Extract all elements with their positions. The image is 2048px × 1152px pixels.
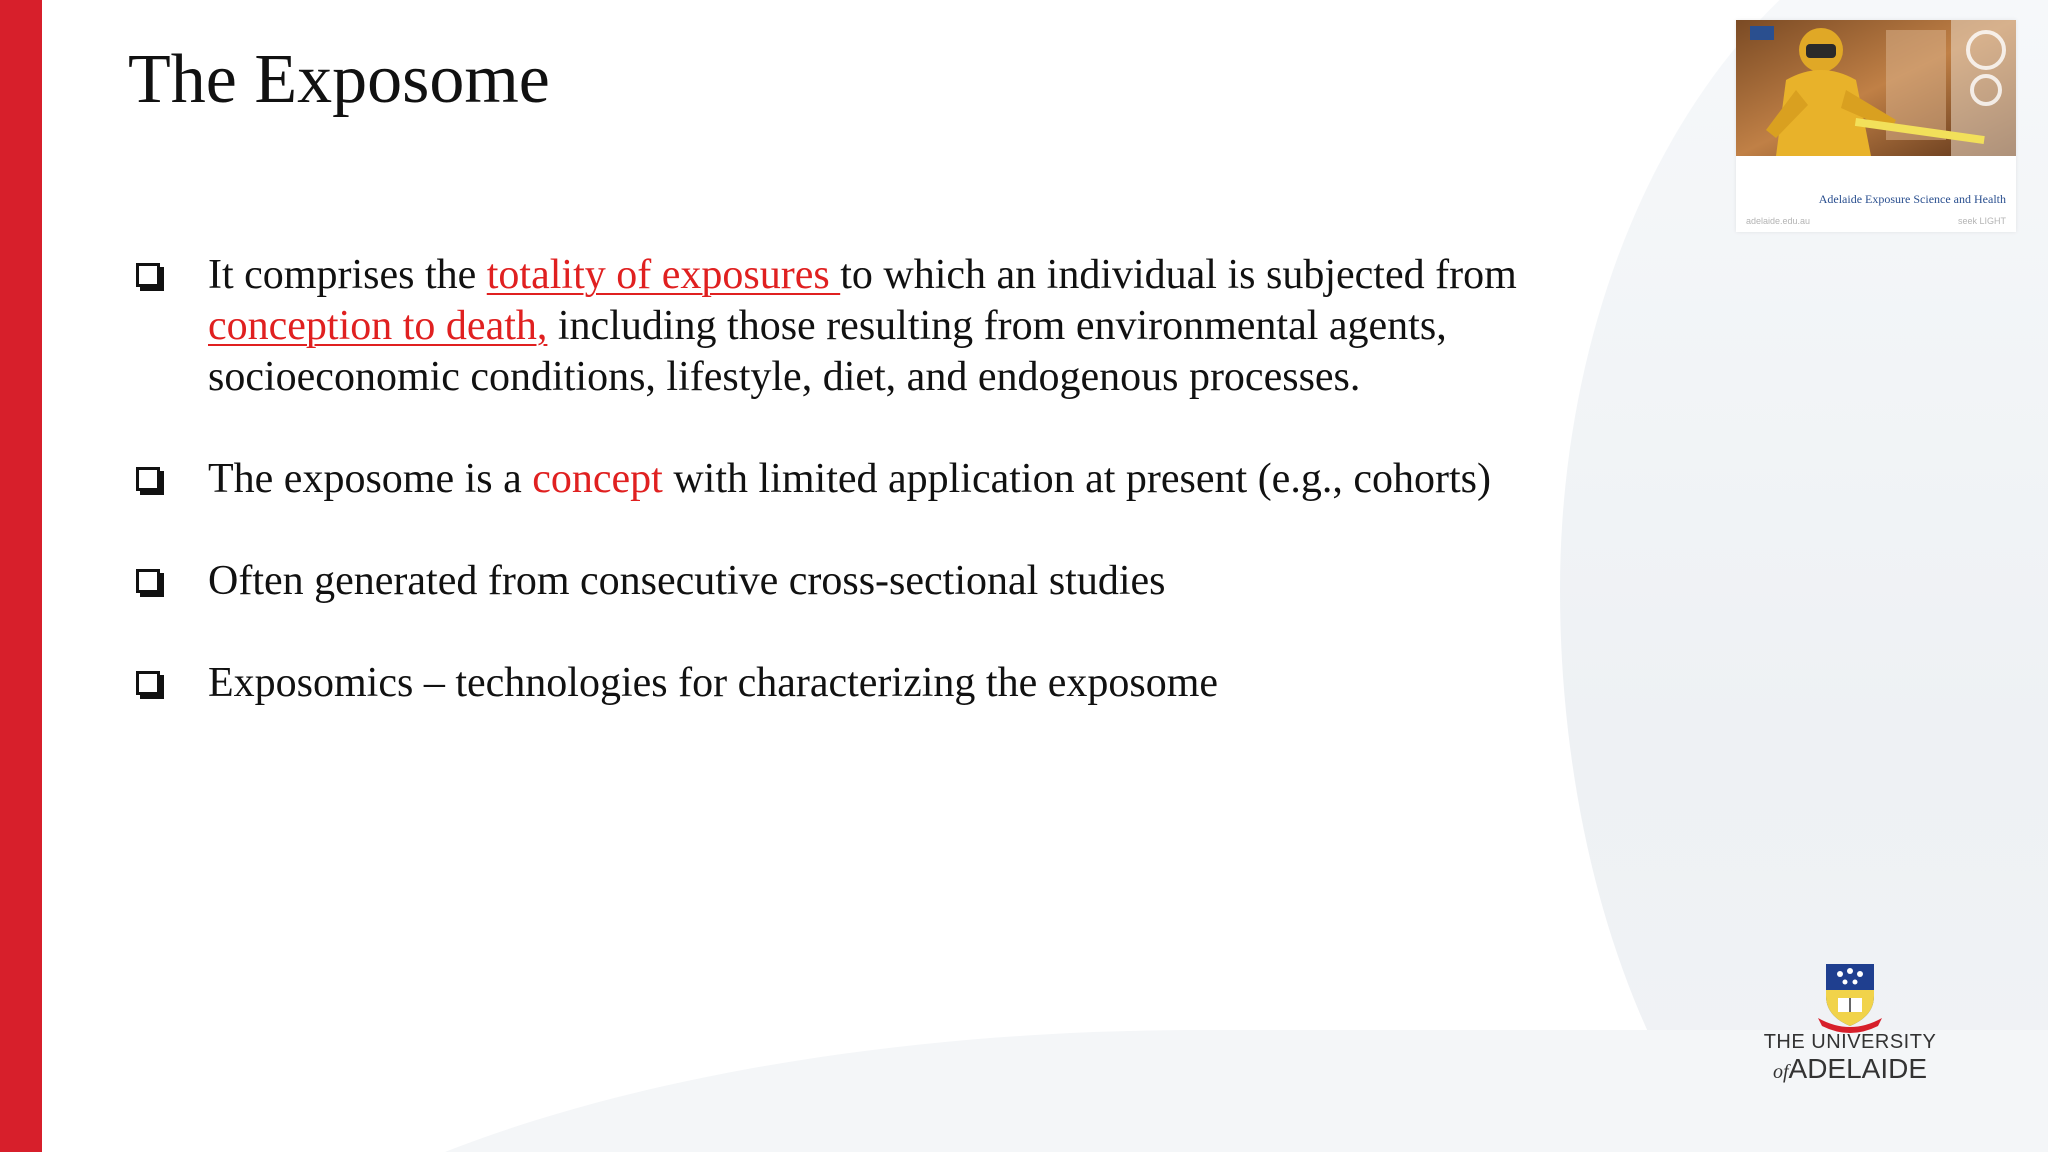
bullet-item bbox=[130, 658, 1530, 709]
highlighted-phrase: totality of exposures bbox=[486, 252, 841, 298]
hazmat-photo bbox=[1736, 20, 2016, 156]
logo-name: ADELAIDE bbox=[1788, 1053, 1928, 1084]
bullet-item bbox=[130, 454, 1530, 505]
bullet-text: Often generated from consecutive cross-sectional studies bbox=[208, 558, 1166, 604]
thumbnail-footer-right: seek LIGHT bbox=[1957, 216, 2006, 226]
slide-title: The Exposome bbox=[128, 41, 550, 118]
logo-text-line1: THE UNIVERSITY bbox=[1763, 1031, 1937, 1053]
logo-text-line2 bbox=[1740, 1053, 1960, 1085]
highlighted-phrase: concept bbox=[532, 456, 663, 502]
checkbox-icon bbox=[136, 263, 160, 287]
checkbox-icon bbox=[136, 569, 160, 593]
bullet-text: The exposome is a bbox=[208, 456, 533, 502]
bullet-item bbox=[130, 556, 1530, 607]
bullet-text: including those resulting from environmental agents, socioeconomic conditions, lifestyle, diet, and endogenous processes. bbox=[208, 303, 1447, 400]
bullet-text: Exposomics – technologies for characterizing the exposome bbox=[208, 660, 1219, 706]
university-logo bbox=[1740, 960, 1960, 1090]
thumbnail-caption: Adelaide Exposure Science and Health bbox=[1818, 192, 2006, 206]
bullet-text: It comprises the bbox=[208, 252, 487, 298]
university-crest-icon bbox=[1812, 960, 1888, 1036]
checkbox-icon bbox=[136, 467, 160, 491]
slide-thumbnail bbox=[1736, 20, 2016, 232]
checkbox-icon bbox=[136, 671, 160, 695]
logo-of: of bbox=[1772, 1061, 1789, 1083]
accent-bar bbox=[0, 0, 42, 1152]
thumbnail-footer-left: adelaide.edu.au bbox=[1746, 216, 1811, 226]
bullet-list bbox=[130, 250, 1530, 760]
bullet-text: with limited application at present (e.g., cohorts) bbox=[662, 456, 1491, 502]
bullet-item bbox=[130, 250, 1530, 403]
highlighted-phrase: conception to death, bbox=[208, 303, 548, 349]
bullet-text: to which an individual is subjected from bbox=[840, 252, 1517, 298]
